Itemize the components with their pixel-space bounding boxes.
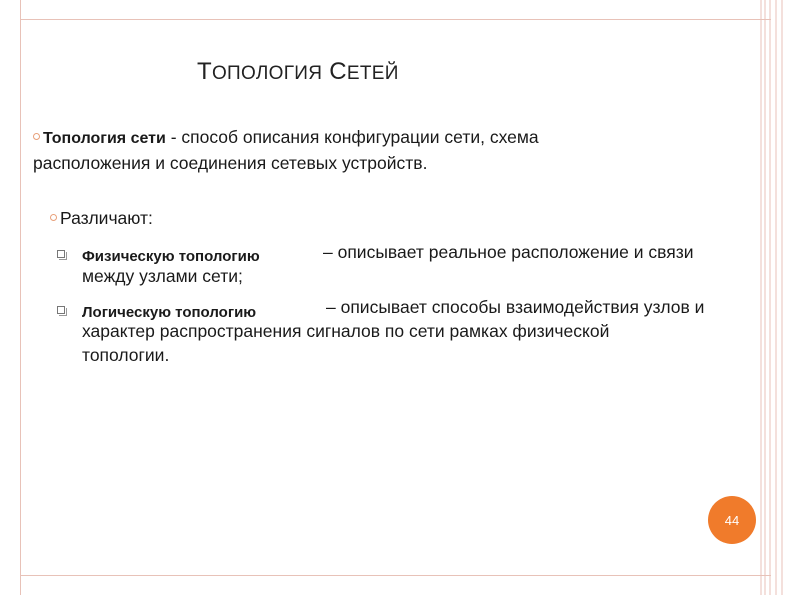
distinguish-label: Различают: <box>60 208 153 228</box>
item-term: Логическую топологию <box>82 304 257 321</box>
circle-bullet-icon <box>33 133 40 140</box>
frame-top-border <box>21 0 771 20</box>
item-desc-line1: – описывает реальное расположение и связи <box>323 242 694 262</box>
title-rest-2: ЕТЕЙ <box>346 63 399 84</box>
square-bullet-icon <box>57 306 65 314</box>
title-rest: ОПОЛОГИЯ <box>211 63 323 84</box>
title-initial: Т <box>197 58 212 85</box>
definition-paragraph <box>33 125 673 176</box>
item-desc-line2: между узлами сети; <box>82 266 243 286</box>
distinguish-paragraph <box>50 208 153 229</box>
square-bullet-icon <box>57 250 65 258</box>
item-desc-line1: – описывает способы взаимодействия узлов и <box>326 297 705 317</box>
page-number-badge: 44 <box>708 496 756 544</box>
definition-text-2: расположения и соединения сетевых устройств. <box>33 153 428 173</box>
circle-bullet-icon <box>50 214 57 221</box>
item-term: Физическую топологию <box>82 248 260 265</box>
slide-title <box>197 58 399 86</box>
frame-left-border <box>0 0 21 595</box>
title-initial-2: С <box>329 58 347 85</box>
definition-term: Топология сети <box>43 130 166 147</box>
definition-text: - способ описания конфигурации сети, схема <box>165 127 539 147</box>
decorative-right-lines <box>754 0 794 595</box>
item-desc-line3: топологии. <box>82 345 170 365</box>
item-desc-line2: характер распространения сигналов по сети рамках физической <box>82 321 610 341</box>
frame-bottom-border <box>21 575 771 595</box>
